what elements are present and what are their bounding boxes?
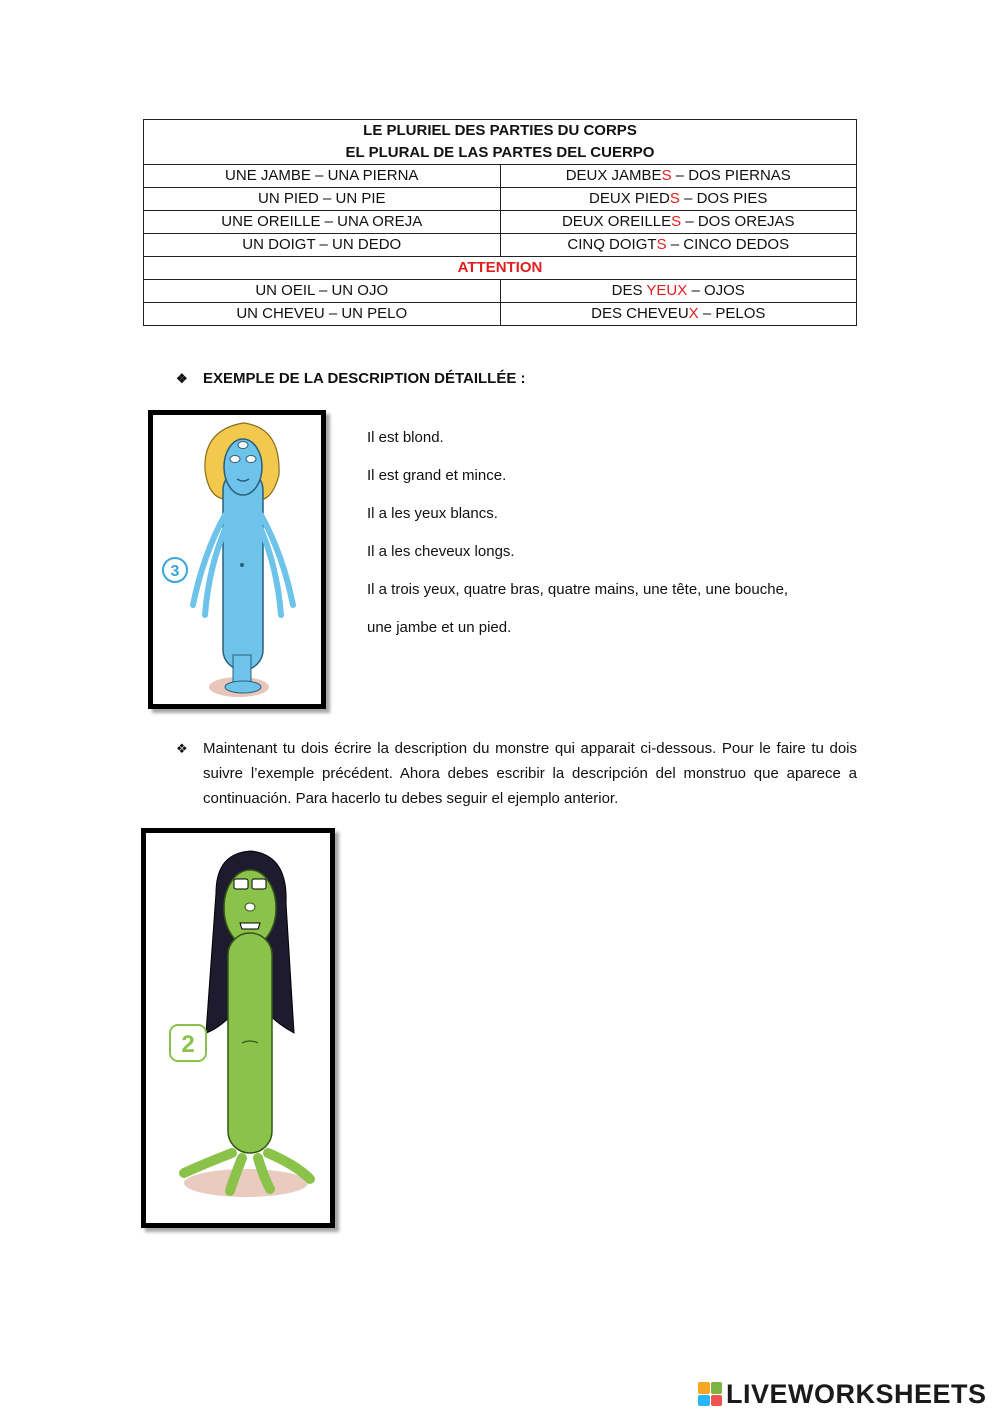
table-title-fr: LE PLURIEL DES PARTIES DU CORPS — [363, 122, 637, 139]
plural-cell — [500, 303, 857, 326]
singular-cell: UN OEIL – UN OJO — [144, 280, 501, 303]
monster-1-number: 3 — [170, 563, 180, 580]
plural-text: DEUX JAMBE — [565, 167, 662, 184]
green-monster-illustration — [146, 833, 330, 1223]
plural-translation: – DOS OREJAS — [681, 213, 795, 230]
section-example-heading — [176, 366, 526, 391]
diamond-bullet-icon: ❖ — [176, 741, 188, 756]
section-example-text: EXEMPLE DE LA DESCRIPTION DÉTAILLÉE : — [203, 370, 526, 387]
table-row — [144, 211, 857, 234]
plural-ending: YEUX — [646, 282, 688, 299]
plural-cell — [500, 280, 857, 303]
singular-cell: UN CHEVEU – UN PELO — [144, 303, 501, 326]
plural-translation: – CINCO DEDOS — [666, 236, 790, 253]
singular-cell: UNE JAMBE – UNA PIERNA — [144, 165, 501, 188]
plural-translation: – DOS PIERNAS — [671, 167, 791, 184]
brand-name: LIVEWORKSHEETS — [726, 1378, 987, 1409]
plural-cell — [500, 188, 857, 211]
table-header-row — [144, 120, 857, 165]
liveworksheets-logo-icon — [698, 1382, 722, 1406]
table-row — [144, 188, 857, 211]
plural-ending: X — [688, 305, 699, 322]
plural-text: DEUX PIED — [589, 190, 670, 207]
description-line: Il a trois yeux, quatre bras, quatre mains, une tête, une bouche, — [367, 581, 789, 598]
plural-text: DEUX OREILLE — [561, 213, 672, 230]
plural-text: DES CHEVEU — [591, 305, 689, 322]
plural-translation: – PELOS — [698, 305, 766, 322]
table-row — [144, 234, 857, 257]
attention-label: ATTENTION — [144, 257, 857, 280]
instruction-text: Maintenant tu dois écrire la description du monstre qui apparait ci-dessous. Pour le faire tu dois suivre l’exemple précédent. Ahora debes escribir la descripción del monstruo que aparece a continuación. Para hacerlo tu debes seguir el ejemplo anterior. — [203, 740, 857, 807]
liveworksheets-brand — [698, 1376, 987, 1412]
description-line: Il est blond. — [367, 429, 444, 446]
table-title — [144, 120, 857, 165]
table-title-es: EL PLURAL DE LAS PARTES DEL CUERPO — [345, 144, 655, 161]
monster-1-image — [148, 410, 326, 709]
plural-cell — [500, 234, 857, 257]
description-line: Il a les yeux blancs. — [367, 505, 498, 522]
plural-ending: S — [671, 213, 682, 230]
plural-translation: – OJOS — [687, 282, 745, 299]
plural-translation: – DOS PIES — [679, 190, 768, 207]
plural-ending: S — [656, 236, 667, 253]
description-line: Il est grand et mince. — [367, 467, 507, 484]
attention-row — [144, 257, 857, 280]
singular-cell: UN PIED – UN PIE — [144, 188, 501, 211]
table-row — [144, 165, 857, 188]
plural-ending: S — [669, 190, 680, 207]
instruction-paragraph — [176, 736, 857, 811]
singular-cell: UN DOIGT – UN DEDO — [144, 234, 501, 257]
plural-text: DES — [611, 282, 647, 299]
plural-text: CINQ DOIGT — [567, 236, 657, 253]
plural-ending: S — [661, 167, 672, 184]
table-row — [144, 303, 857, 326]
plural-cell — [500, 211, 857, 234]
diamond-bullet-icon: ❖ — [176, 371, 188, 386]
monster-2-image — [141, 828, 335, 1228]
singular-cell: UNE OREILLE – UNA OREJA — [144, 211, 501, 234]
description-line: une jambe et un pied. — [367, 619, 512, 636]
plural-table — [143, 119, 857, 326]
plural-cell — [500, 165, 857, 188]
description-line: Il a les cheveux longs. — [367, 543, 515, 560]
blue-monster-illustration — [153, 415, 321, 704]
monster-2-number: 2 — [181, 1031, 195, 1058]
table-row — [144, 280, 857, 303]
